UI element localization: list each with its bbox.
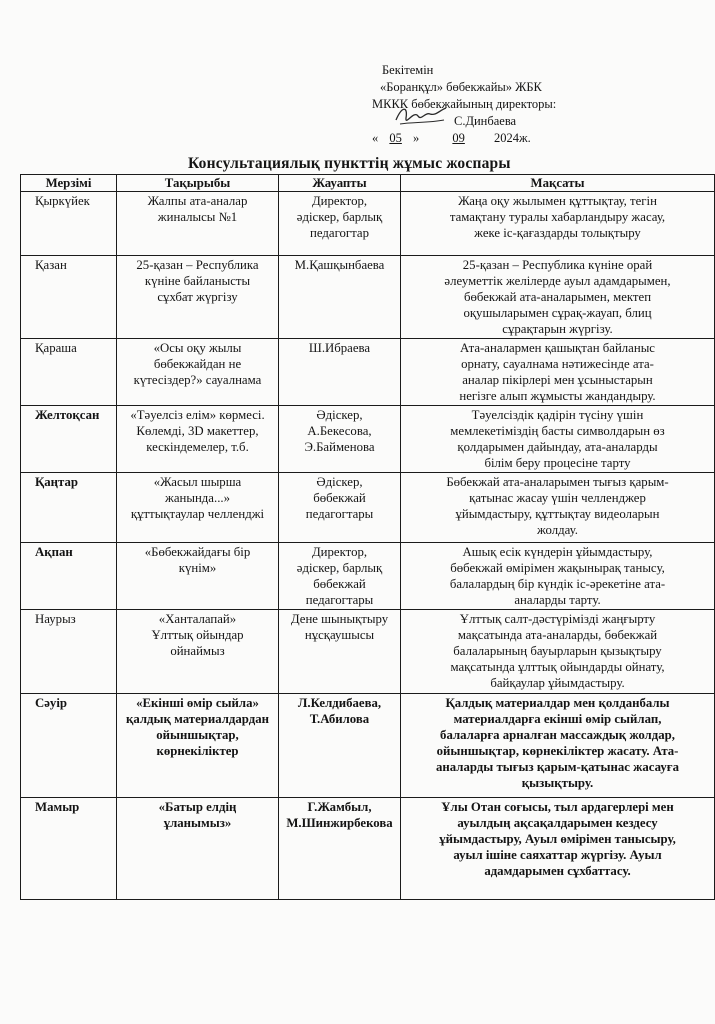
date-year: 2024ж.	[494, 131, 531, 145]
date-month: 09	[452, 131, 465, 145]
header-month: Мерзімі	[21, 175, 117, 192]
cell-month: Мамыр	[21, 798, 117, 900]
table-row	[21, 256, 715, 339]
cell-topic: «Екінші өмір сыйла» қалдық материалдардан ойыншықтар, көрнекіліктер	[117, 694, 279, 798]
table-row	[21, 610, 715, 694]
cell-topic: «Осы оқу жылы бөбекжайдан не күтесіздер?» сауалнама	[117, 339, 279, 406]
table-row	[21, 694, 715, 798]
cell-responsible: Ш.Ибраева	[279, 339, 401, 406]
cell-purpose: Ашық есік күндерін ұйымдастыру, бөбекжай өмірімен жақынырақ танысу, балалардың бір күндік іс-әрекетіне ата- аналарды тарту.	[401, 543, 715, 610]
date-quote-close: »	[413, 131, 420, 145]
cell-responsible: Г.Жамбыл, М.Шинжирбекова	[279, 798, 401, 900]
cell-responsible: Директор, әдіскер, барлық бөбекжай педагогтары	[279, 543, 401, 610]
approval-line-org: «Боранқұл» бөбекжайы» ЖБК	[380, 80, 542, 94]
cell-month: Сәуір	[21, 694, 117, 798]
cell-purpose: Бөбекжай ата-аналарымен тығыз қарым- қатынас жасау үшін челленджер ұйымдастыру, құттықтау видеоларын жолдау.	[401, 473, 715, 543]
cell-purpose: Ата-аналармен қашықтан байланыс орнату, сауалнама нәтижесінде ата- аналар пікірлері мен ұсыныстарын негізге алып жұмысты жандандыру.	[401, 339, 715, 406]
cell-responsible: Директор, әдіскер, барлық педагогтар	[279, 192, 401, 256]
cell-month: Қаңтар	[21, 473, 117, 543]
cell-month: Қараша	[21, 339, 117, 406]
header-purpose: Мақсаты	[401, 175, 715, 192]
cell-month: Қазан	[21, 256, 117, 339]
cell-topic: «Тәуелсіз елім» көрмесі. Көлемді, 3D макеттер, кескіндемелер, т.б.	[117, 406, 279, 473]
table-row	[21, 798, 715, 900]
cell-responsible: Әдіскер, бөбекжай педагогтары	[279, 473, 401, 543]
cell-month: Желтоқсан	[21, 406, 117, 473]
table-row	[21, 192, 715, 256]
cell-month: Ақпан	[21, 543, 117, 610]
approval-line-date	[372, 130, 672, 147]
approval-line-approve: Бекітемін	[382, 63, 434, 77]
work-plan-table	[20, 174, 715, 900]
cell-month: Қыркүйек	[21, 192, 117, 256]
cell-topic: «Ханталапай» Ұлттық ойындар ойнаймыз	[117, 610, 279, 694]
table-row	[21, 543, 715, 610]
document-title: Консультациялық пункттің жұмыс жоспары	[188, 155, 511, 172]
cell-topic: «Жасыл шырша жанында...» құттықтаулар челленджі	[117, 473, 279, 543]
table-row	[21, 406, 715, 473]
cell-purpose: Тәуелсіздік қадірін түсіну үшін мемлекетіміздің басты символдарын өз қолдарымен дайындау, ата-аналарды білім беру процесіне тарту	[401, 406, 715, 473]
cell-responsible: М.Қашқынбаева	[279, 256, 401, 339]
cell-purpose: Жаңа оқу жылымен құттықтау, тегін тамақтану туралы хабарландыру жасау, жеке іс-қағаздарды толықтыру	[401, 192, 715, 256]
cell-purpose: Қалдық материалдар мен қолданбалы материалдарға екінші өмір сыйлап, балаларға арналған массаждық жолдар, ойыншықтар, көрнекіліктер жасату. Ата- аналарды тығыз қарым-қатынас жасауға қызықтыру.	[401, 694, 715, 798]
date-quote-open: «	[372, 131, 379, 145]
approval-block	[372, 62, 672, 147]
table-row	[21, 473, 715, 543]
cell-month: Наурыз	[21, 610, 117, 694]
header-responsible: Жауапты	[279, 175, 401, 192]
cell-responsible: Әдіскер, А.Бекесова, Э.Байменова	[279, 406, 401, 473]
date-day: 05	[389, 131, 402, 145]
cell-purpose: Ұлттық салт-дәстүрімізді жаңғырту мақсатында ата-аналарды, бөбекжай балаларының бауырларын қызықтыру мақсатында ұлттық ойындарды ойнату, байқаулар ұйымдастыру.	[401, 610, 715, 694]
cell-topic: «Батыр елдің ұланымыз»	[117, 798, 279, 900]
header-topic: Тақырыбы	[117, 175, 279, 192]
cell-topic: 25-қазан – Республика күніне байланысты сұхбат жүргізу	[117, 256, 279, 339]
cell-purpose: Ұлы Отан соғысы, тыл ардагерлері мен ауылдың ақсақалдарымен кездесу ұйымдастыру, Ауыл өмірімен танысыру, ауыл ішіне саяхаттар жүргізу. Ауыл адамдарымен сұхбаттасу.	[401, 798, 715, 900]
cell-topic: Жалпы ата-аналар жиналысы №1	[117, 192, 279, 256]
cell-responsible: Л.Келдибаева, Т.Абилова	[279, 694, 401, 798]
cell-responsible: Дене шынықтыру нұсқаушысы	[279, 610, 401, 694]
approval-line-position: МККК бөбекжайының директоры:	[372, 97, 557, 111]
table-row	[21, 339, 715, 406]
table-header-row	[21, 175, 715, 192]
cell-purpose: 25-қазан – Республика күніне орай әлеуметтік желілерде ауыл адамдарымен, бөбекжай ата-аналарымен, мектеп оқушыларымен сұрақ-жауап, блиц сұрақтарын жүргізу.	[401, 256, 715, 339]
approval-line-director-name: С.Динбаева	[454, 114, 517, 128]
cell-topic: «Бөбекжайдағы бір күнім»	[117, 543, 279, 610]
